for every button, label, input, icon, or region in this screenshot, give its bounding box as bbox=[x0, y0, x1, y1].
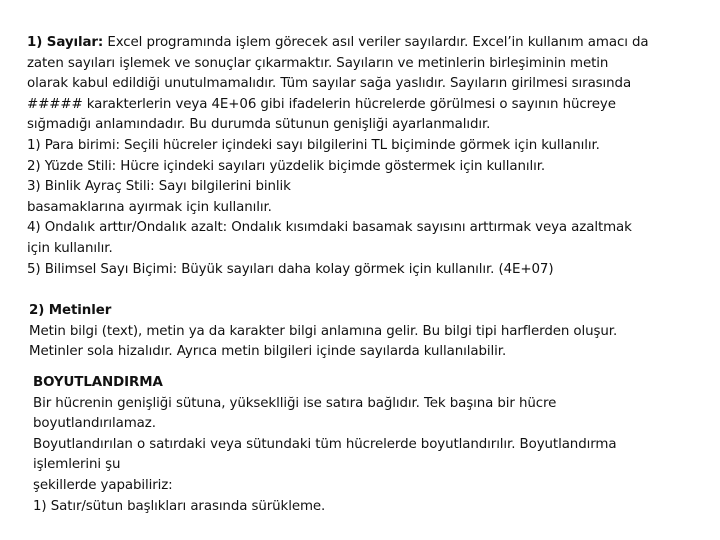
sayilar-line: ##### karakterlerin veya 4E+06 gibi ifadelerin hücrelerde görülmesi o sayının hücreye bbox=[27, 96, 616, 112]
boyutlandirma-line: boyutlandırılamaz. bbox=[33, 416, 156, 432]
sayilar-list-item: 5) Bilimsel Sayı Biçimi: Büyük sayıları daha kolay görmek için kullanılır. (4E+07) bbox=[27, 261, 554, 277]
metinler-heading: 2) Metinler bbox=[29, 303, 112, 318]
section-boyutlandirma bbox=[33, 373, 703, 517]
section-metinler bbox=[29, 301, 699, 363]
section-sayilar bbox=[27, 33, 707, 280]
boyutlandirma-line: Boyutlandırılan o satırdaki veya sütundaki tüm hücrelerde boyutlandırılır. Boyutlandırma bbox=[33, 436, 617, 452]
sayilar-list-item: için kullanılır. bbox=[27, 240, 113, 256]
boyutlandirma-line: şekillerde yapabiliriz: bbox=[33, 477, 173, 493]
sayilar-list-item: 1) Para birimi: Seçili hücreler içindeki sayı bilgilerini TL biçiminde görmek için kullanılır. bbox=[27, 137, 600, 153]
sayilar-line: Excel programında işlem görecek asıl veriler sayılardır. Excel’in kullanım amacı da bbox=[103, 35, 649, 50]
sayilar-heading: 1) Sayılar: bbox=[27, 35, 104, 50]
sayilar-line: sığmadığı anlamındadır. Bu durumda sütunun genişliği ayarlanmalıdır. bbox=[27, 117, 491, 133]
boyutlandirma-line: Bir hücrenin genişliği sütuna, yükseklliği ise satıra bağlıdır. Tek başına bir hücre bbox=[33, 395, 557, 411]
sayilar-list-item: 2) Yüzde Stili: Hücre içindeki sayıları yüzdelik biçimde göstermek için kullanılır. bbox=[27, 158, 546, 174]
boyutlandirma-list-item: 1) Satır/sütun başlıkları arasında sürükleme. bbox=[33, 498, 326, 514]
sayilar-line: zaten sayıları işlemek ve sonuçlar çıkarmaktır. Sayıların ve metinlerin birleşiminin metin bbox=[27, 55, 609, 71]
sayilar-list-item: 3) Binlik Ayraç Stili: Sayı bilgilerini binlik bbox=[27, 179, 291, 195]
sayilar-list-item: basamaklarına ayırmak için kullanılır. bbox=[27, 199, 272, 215]
sayilar-first-line bbox=[27, 33, 707, 54]
metinler-line: Metin bilgi (text), metin ya da karakter bilgi anlamına gelir. Bu bilgi tipi harflerden oluşur. bbox=[29, 323, 618, 339]
boyutlandirma-line: işlemlerini şu bbox=[33, 457, 121, 473]
metinler-line: Metinler sola hizalıdır. Ayrıca metin bilgileri içinde sayılarda kullanılabilir. bbox=[29, 344, 507, 360]
sayilar-list-item: 4) Ondalık arttır/Ondalık azalt: Ondalık kısımdaki basamak sayısını arttırmak veya azaltmak bbox=[27, 220, 632, 236]
boyutlandirma-heading: BOYUTLANDIRMA bbox=[33, 375, 163, 390]
sayilar-line: olarak kabul edildiği unutulmamalıdır. Tüm sayılar sağa yaslıdır. Sayıların girilmesi sırasında bbox=[27, 76, 632, 92]
